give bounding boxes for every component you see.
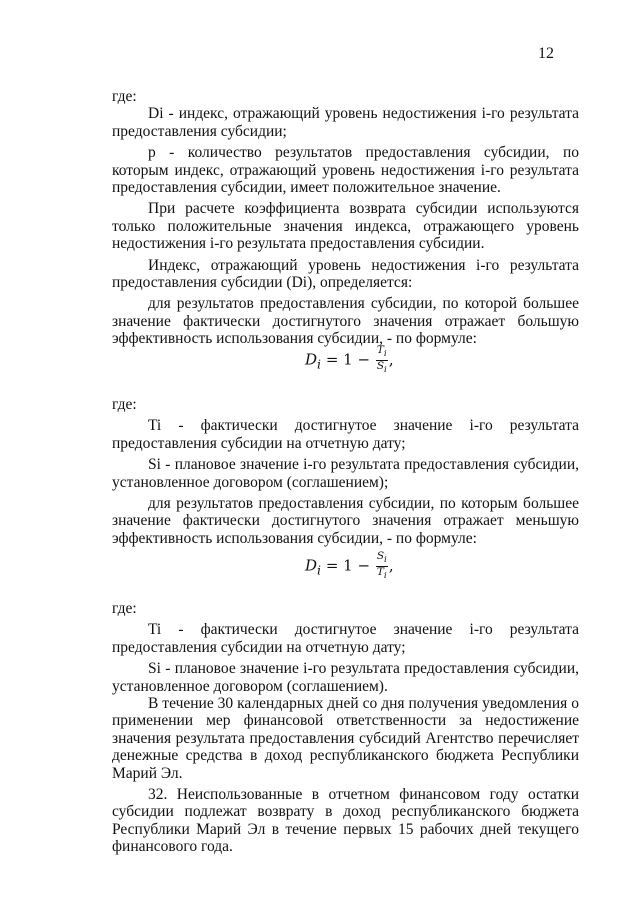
formula-numerator-sub: i <box>383 349 387 360</box>
formula-denominator: S <box>376 360 385 373</box>
paragraph-ti-definition: Ti - фактически достигнутое значение i-го результата предоставления субсидии на отчетную дату; <box>112 417 579 452</box>
paragraph-di-definition: Di - индекс, отражающий уровень недостижения i-го результата предоставления субсидии; <box>112 105 579 140</box>
formula-tail: , <box>388 556 394 575</box>
paragraph-gde: где: <box>112 396 137 413</box>
formula-denominator-sub: i <box>384 365 387 376</box>
formula-numerator: S <box>376 550 385 562</box>
formula-lhs-sub: i <box>317 562 322 578</box>
page-number: 12 <box>538 45 554 62</box>
formula-numerator-sub: i <box>384 555 387 566</box>
paragraph-p-definition: p - количество результатов предоставления субсидии, по которым индекс, отражающий уровень недостижения i-го результата предоставления субсидии, имеет положительное значение. <box>112 144 579 197</box>
text-block-1 <box>112 88 579 348</box>
formula-lhs: D <box>305 350 318 369</box>
paragraph-positive-values: При расчете коэффициента возврата субсидии используются только положительные значения индекса, отражающего уровень недостижения i-го результата предоставления субсидии. <box>112 200 579 253</box>
formula-lhs: D <box>305 556 318 575</box>
paragraph-formula2-intro: для результатов предоставления субсидии, по которым большее значение фактически достигнутого значения отражает меньшую эффективность использования субсидии, - по формуле: <box>112 495 579 547</box>
formula-eq: = 1 − <box>325 350 371 369</box>
paragraph-si-definition: Si - плановое значение i-го результата предоставления субсидии, установленное договором (соглашением); <box>112 456 579 491</box>
paragraph-ti-definition: Ti - фактически достигнутое значение i-го результата предоставления субсидии на отчетную дату; <box>112 621 579 656</box>
formula-numerator: T <box>376 344 384 356</box>
formula-denominator: T <box>376 566 384 579</box>
formula-tail: , <box>388 350 394 369</box>
formula-denominator-sub: i <box>383 571 387 582</box>
paragraph-si-definition: Si - плановое значение i-го результата предоставления субсидии, установленное договором (соглашением). <box>112 660 579 695</box>
formula-eq: = 1 − <box>325 556 371 575</box>
text-block-2 <box>112 396 579 547</box>
paragraph-gde: где: <box>112 600 137 617</box>
formula-lhs-sub: i <box>317 356 322 372</box>
paragraph-gde: где: <box>112 88 137 105</box>
formula-fraction <box>376 345 388 376</box>
formula-fraction <box>376 551 388 582</box>
paragraph-32-remainder: 32. Неиспользованные в отчетном финансовом году остатки субсидии подлежат возврату в доход республиканского бюджета Республики Марий Эл в течение первых 15 рабочих дней текущего финансового года. <box>112 786 579 856</box>
paragraph-formula1-intro: для результатов предоставления субсидии, по которой большее значение фактически достигнутого значения отражает большую эффективность использования субсидии, - по формуле: <box>112 295 579 348</box>
text-block-3 <box>112 600 579 856</box>
formula-1 <box>305 345 394 376</box>
paragraph-30-days: В течение 30 календарных дней со дня получения уведомления о применении мер финансовой ответственности за недостижение значения результата предоставления субсидий Агентство перечисляет денежные средства в доход республиканского бюджета Республики Марий Эл. <box>112 695 579 782</box>
paragraph-index-definition: Индекс, отражающий уровень недостижения i-го результата предоставления субсидии (Di), определяется: <box>112 256 579 292</box>
formula-2 <box>305 551 394 582</box>
